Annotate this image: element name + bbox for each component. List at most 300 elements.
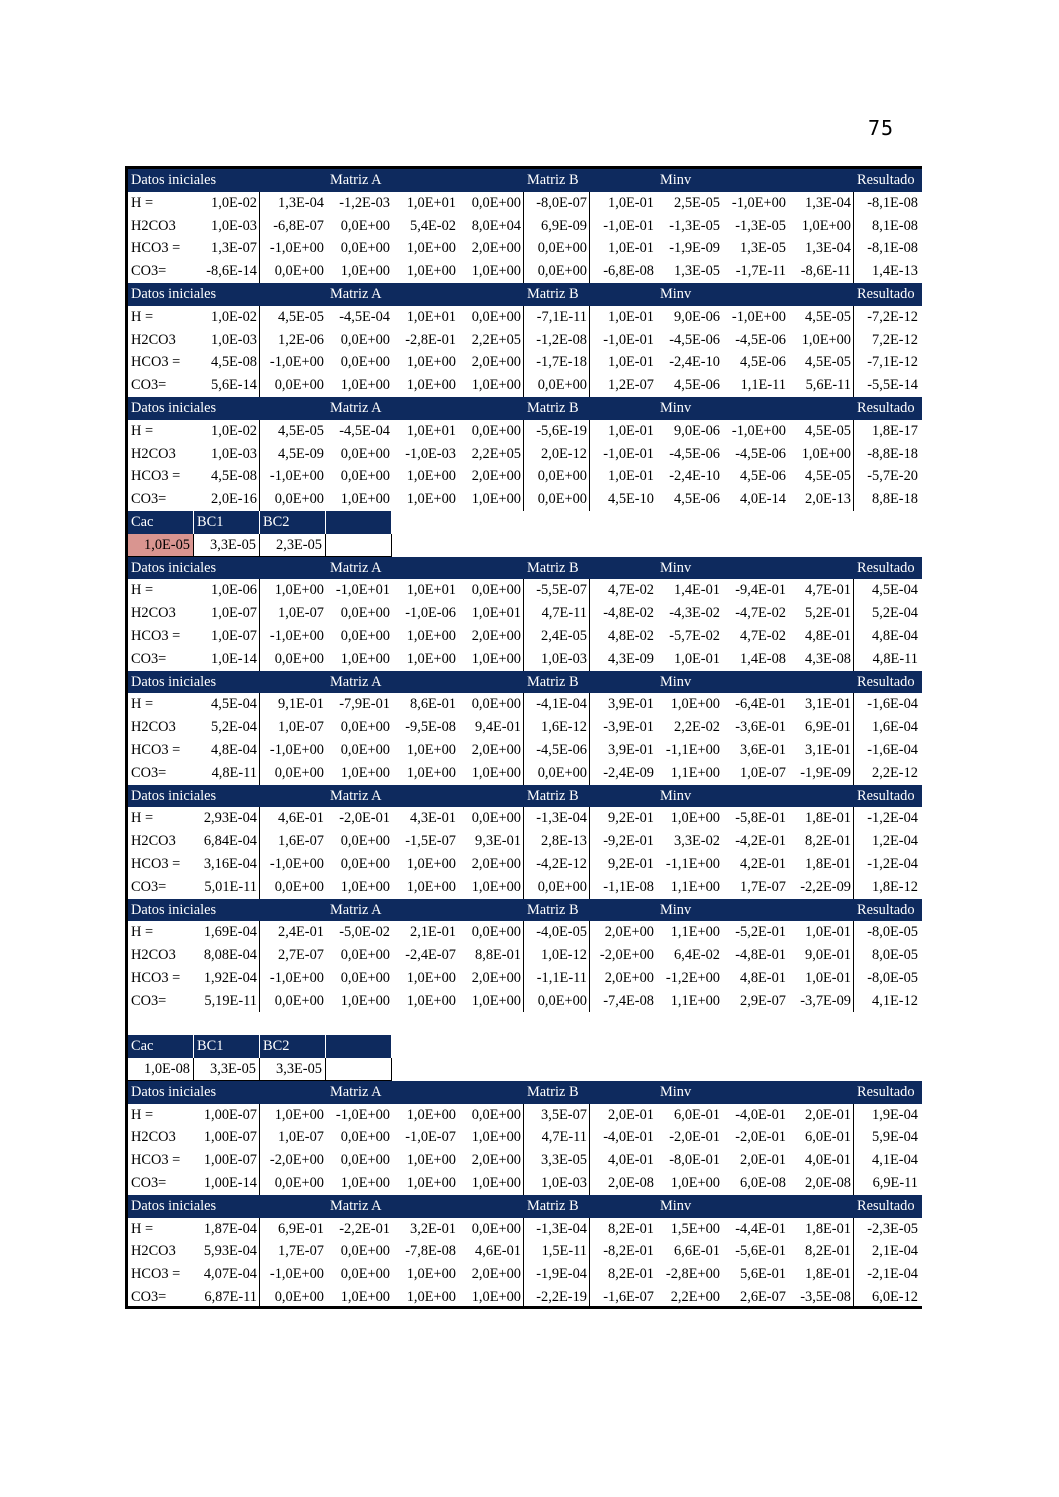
value-cell: 2,0E-08 xyxy=(608,1175,654,1192)
value-cell: -4,5E-06 xyxy=(735,331,786,348)
header-datos: Datos iniciales xyxy=(128,899,260,922)
value-cell: 8,1E-08 xyxy=(872,217,918,234)
value-cell: 4,5E-06 xyxy=(740,354,786,371)
value-cell: 4,5E-05 xyxy=(788,465,854,488)
value-cell: 2,0E-01 xyxy=(608,1106,654,1123)
value-cell: -3,7E-09 xyxy=(788,990,854,1013)
value-cell: 3,1E-01 xyxy=(788,693,854,716)
row-label: H2CO3 xyxy=(131,605,176,622)
value-cell: 4,5E-06 xyxy=(674,377,720,394)
row-label: H2CO3 xyxy=(131,217,176,234)
value-cell: 4,8E-04 xyxy=(872,627,918,644)
table-row xyxy=(128,192,922,215)
value-cell: -8,0E-01 xyxy=(669,1152,720,1169)
value-cell: 1,0E+00 xyxy=(406,878,456,895)
value-cell: 1,0E+00 xyxy=(406,1289,456,1306)
value-cell: 0,0E+00 xyxy=(274,491,324,508)
value-cell: 1,0E+00 xyxy=(406,377,456,394)
value-cell: 1,1E+00 xyxy=(670,924,720,941)
value-cell: 1,0E+01 xyxy=(406,582,456,599)
value-cell: 2,9E-07 xyxy=(740,992,786,1009)
value-cell: -3,9E-01 xyxy=(603,719,654,736)
value-cell: 4,5E-05 xyxy=(278,422,324,439)
value-cell: 2,0E-16 xyxy=(194,488,260,511)
value-cell: -1,3E-04 xyxy=(524,1218,590,1241)
value-cell: -1,5E-07 xyxy=(405,833,456,850)
header-minv: Minv xyxy=(660,673,692,690)
value-cell: 1,0E+00 xyxy=(340,491,390,508)
value-cell: 3,9E-01 xyxy=(608,696,654,713)
value-cell: -1,9E-04 xyxy=(524,1263,590,1286)
value-cell: 1,3E-04 xyxy=(788,192,854,215)
row-label: H = xyxy=(131,924,154,941)
value-cell: 1,0E-02 xyxy=(194,306,260,329)
value-cell: -5,5E-14 xyxy=(867,377,918,394)
value-cell: -1,2E-03 xyxy=(339,194,390,211)
block-header-row xyxy=(128,169,922,192)
value-cell: -1,0E-01 xyxy=(603,445,654,462)
table-row xyxy=(128,1126,922,1149)
value-cell: -4,8E-01 xyxy=(735,947,786,964)
value-cell: 4,5E-08 xyxy=(194,351,260,374)
value-cell: 4,8E-11 xyxy=(872,650,918,667)
value-cell: -2,0E+00 xyxy=(269,1152,324,1169)
value-cell: 1,0E+00 xyxy=(458,990,524,1013)
table-row xyxy=(128,921,922,944)
value-cell: 1,00E-07 xyxy=(194,1126,260,1149)
header-matriz-b: Matriz B xyxy=(527,1197,579,1214)
value-cell: -5,7E-02 xyxy=(669,627,720,644)
value-cell: 6,4E-02 xyxy=(674,947,720,964)
value-cell: 6,9E-09 xyxy=(524,215,590,238)
value-cell: -2,4E-10 xyxy=(669,354,720,371)
value-cell: 1,0E+00 xyxy=(340,1289,390,1306)
value-cell: 4,8E-01 xyxy=(788,625,854,648)
cac-value-cell: 3,3E-05 xyxy=(194,1058,260,1081)
value-cell: 0,0E+00 xyxy=(458,921,524,944)
header-matriz-a: Matriz A xyxy=(330,285,382,302)
value-cell: 3,6E-01 xyxy=(740,741,786,758)
value-cell: 0,0E+00 xyxy=(274,764,324,781)
value-cell: 1,1E+00 xyxy=(670,878,720,895)
value-cell: 1,0E+00 xyxy=(670,810,720,827)
value-cell: -7,4E-08 xyxy=(603,992,654,1009)
value-cell: -1,3E-05 xyxy=(669,217,720,234)
header-resultado: Resultado xyxy=(857,673,915,690)
value-cell: 2,0E+00 xyxy=(458,853,524,876)
value-cell: -1,0E-01 xyxy=(603,331,654,348)
value-cell: 1,0E+00 xyxy=(406,992,456,1009)
header-matriz-b: Matriz B xyxy=(527,172,579,188)
table-row xyxy=(128,1263,922,1286)
value-cell: 0,0E+00 xyxy=(458,1104,524,1127)
value-cell: -4,8E-02 xyxy=(603,605,654,622)
cac-value-cell: 1,0E-05 xyxy=(128,534,194,557)
value-cell: 1,0E-01 xyxy=(788,967,854,990)
row-label: H = xyxy=(131,582,154,599)
value-cell: -1,2E+00 xyxy=(665,969,720,986)
value-cell: 4,0E-14 xyxy=(740,491,786,508)
header-matriz-a: Matriz A xyxy=(330,172,382,188)
value-cell: -1,0E-03 xyxy=(405,445,456,462)
row-label: H = xyxy=(131,194,154,211)
cac-value-row xyxy=(128,534,922,557)
value-cell: 4,6E-01 xyxy=(458,1240,524,1263)
block-header-row xyxy=(128,1195,922,1218)
value-cell: -1,0E+00 xyxy=(269,855,324,872)
row-label: H2CO3 xyxy=(131,1243,176,1260)
value-cell: 1,0E+00 xyxy=(406,354,456,371)
cac-header-cell: BC1 xyxy=(194,1035,260,1058)
value-cell: 1,3E-05 xyxy=(674,263,720,280)
value-cell: 2,0E+00 xyxy=(604,924,654,941)
value-cell: 4,5E-05 xyxy=(788,351,854,374)
value-cell: -2,8E+00 xyxy=(665,1266,720,1283)
value-cell: -2,3E-05 xyxy=(867,1220,918,1237)
value-cell: 9,1E-01 xyxy=(278,696,324,713)
header-resultado: Resultado xyxy=(857,559,915,576)
value-cell: -2,0E-01 xyxy=(339,810,390,827)
value-cell: -9,5E-08 xyxy=(405,719,456,736)
value-cell: 8,2E-01 xyxy=(788,830,854,853)
value-cell: 2,0E+00 xyxy=(458,237,524,260)
value-cell: -5,7E-20 xyxy=(867,468,918,485)
value-cell: 1,8E-12 xyxy=(872,878,918,895)
value-cell: 2,0E-12 xyxy=(524,443,590,466)
matrix-block xyxy=(128,785,922,899)
cac-value-cell: 1,0E-08 xyxy=(128,1058,194,1081)
header-matriz-a: Matriz A xyxy=(330,901,382,918)
table-row xyxy=(128,374,922,397)
value-cell: 6,0E-01 xyxy=(788,1126,854,1149)
value-cell: 4,8E-11 xyxy=(194,762,260,785)
value-cell: 1,0E-03 xyxy=(194,329,260,352)
value-cell: 1,0E-12 xyxy=(524,944,590,967)
value-cell: 4,0E-01 xyxy=(788,1149,854,1172)
value-cell: -7,2E-12 xyxy=(867,308,918,325)
header-matriz-a: Matriz A xyxy=(330,1197,382,1214)
matrix-block xyxy=(128,557,922,671)
value-cell: -1,0E+00 xyxy=(269,468,324,485)
value-cell: 0,0E+00 xyxy=(458,420,524,443)
value-cell: 1,0E+00 xyxy=(788,215,854,238)
value-cell: 0,0E+00 xyxy=(340,217,390,234)
header-minv: Minv xyxy=(660,559,692,576)
value-cell: 1,0E+00 xyxy=(458,876,524,899)
value-cell: -1,1E-11 xyxy=(524,967,590,990)
row-label: CO3= xyxy=(131,1175,167,1192)
value-cell: 1,0E+00 xyxy=(406,969,456,986)
cac-header-cell xyxy=(326,511,392,534)
value-cell: 0,0E+00 xyxy=(458,579,524,602)
header-matriz-b: Matriz B xyxy=(527,787,579,804)
table-row xyxy=(128,830,922,853)
value-cell: 1,0E+00 xyxy=(670,696,720,713)
value-cell: 5,2E-04 xyxy=(872,605,918,622)
row-label: CO3= xyxy=(131,764,167,781)
row-label: HCO3 = xyxy=(131,240,181,257)
row-label: H2CO3 xyxy=(131,947,176,964)
value-cell: 2,2E+00 xyxy=(670,1289,720,1306)
value-cell: -1,0E+00 xyxy=(731,308,786,325)
block-header-row xyxy=(128,1081,922,1104)
header-resultado: Resultado xyxy=(857,787,915,804)
value-cell: -1,9E-09 xyxy=(669,240,720,257)
value-cell: 1,0E-14 xyxy=(194,648,260,671)
value-cell: 1,0E+01 xyxy=(406,422,456,439)
value-cell: -1,0E+01 xyxy=(335,582,390,599)
value-cell: 0,0E+00 xyxy=(274,992,324,1009)
header-matriz-b: Matriz B xyxy=(527,559,579,576)
value-cell: 2,0E+00 xyxy=(458,739,524,762)
value-cell: 7,2E-12 xyxy=(872,331,918,348)
value-cell: -1,0E-07 xyxy=(405,1129,456,1146)
value-cell: -4,5E-04 xyxy=(339,308,390,325)
value-cell: 1,0E-01 xyxy=(608,422,654,439)
cac-block xyxy=(128,1035,922,1081)
table-row xyxy=(128,215,922,238)
row-label: CO3= xyxy=(131,263,167,280)
cac-header-row xyxy=(128,511,922,534)
table-row xyxy=(128,693,922,716)
value-cell: 8,2E-01 xyxy=(788,1240,854,1263)
header-datos: Datos iniciales xyxy=(128,397,260,420)
value-cell: -4,1E-04 xyxy=(524,693,590,716)
table-row xyxy=(128,648,922,671)
value-cell: -1,1E-08 xyxy=(603,878,654,895)
value-cell: -8,2E-01 xyxy=(603,1243,654,1260)
value-cell: -1,0E+00 xyxy=(269,240,324,257)
value-cell: 1,00E-14 xyxy=(194,1172,260,1195)
value-cell: 2,1E-01 xyxy=(410,924,456,941)
block-header-row xyxy=(128,785,922,808)
cac-header-cell: BC2 xyxy=(260,1035,326,1058)
value-cell: -1,0E+00 xyxy=(269,1266,324,1283)
value-cell: -1,2E-04 xyxy=(867,810,918,827)
value-cell: 1,0E+00 xyxy=(406,1106,456,1123)
value-cell: 0,0E+00 xyxy=(274,650,324,667)
value-cell: 2,1E-04 xyxy=(872,1243,918,1260)
value-cell: 3,3E-05 xyxy=(524,1149,590,1172)
value-cell: 1,0E-07 xyxy=(278,1129,324,1146)
value-cell: 1,0E-03 xyxy=(194,443,260,466)
value-cell: 5,6E-14 xyxy=(194,374,260,397)
value-cell: 4,5E-10 xyxy=(608,491,654,508)
matrix-block xyxy=(128,1081,922,1195)
value-cell: -1,2E-08 xyxy=(524,329,590,352)
value-cell: -1,0E-01 xyxy=(603,217,654,234)
header-matriz-a: Matriz A xyxy=(330,787,382,804)
value-cell: -4,0E-01 xyxy=(735,1106,786,1123)
value-cell: -1,0E+00 xyxy=(269,741,324,758)
header-matriz-b: Matriz B xyxy=(527,901,579,918)
value-cell: -3,5E-08 xyxy=(788,1286,854,1309)
value-cell: 8,2E-01 xyxy=(608,1220,654,1237)
value-cell: 2,2E+05 xyxy=(458,329,524,352)
matrix-block xyxy=(128,169,922,283)
block-header-row xyxy=(128,557,922,580)
matrix-block xyxy=(128,1195,922,1309)
header-datos: Datos iniciales xyxy=(128,557,260,580)
row-label: H = xyxy=(131,422,154,439)
value-cell: 2,0E+00 xyxy=(458,465,524,488)
value-cell: 2,0E+00 xyxy=(604,969,654,986)
table-row xyxy=(128,716,922,739)
value-cell: -5,8E-01 xyxy=(735,810,786,827)
value-cell: 4,5E-05 xyxy=(278,308,324,325)
value-cell: -5,2E-01 xyxy=(735,924,786,941)
value-cell: 1,0E+00 xyxy=(406,855,456,872)
value-cell: 9,4E-01 xyxy=(458,716,524,739)
row-label: H = xyxy=(131,1220,154,1237)
value-cell: -1,3E-04 xyxy=(524,807,590,830)
row-label: H2CO3 xyxy=(131,833,176,850)
value-cell: 1,0E-03 xyxy=(524,1172,590,1195)
value-cell: 0,0E+00 xyxy=(524,260,590,283)
value-cell: 1,4E-13 xyxy=(872,263,918,280)
value-cell: 5,6E-11 xyxy=(788,374,854,397)
value-cell: 0,0E+00 xyxy=(340,1266,390,1283)
value-cell: 5,01E-11 xyxy=(194,876,260,899)
value-cell: 1,5E-11 xyxy=(524,1240,590,1263)
value-cell: 4,3E-08 xyxy=(788,648,854,671)
value-cell: 0,0E+00 xyxy=(340,468,390,485)
value-cell: -5,6E-01 xyxy=(735,1243,786,1260)
cac-value-row xyxy=(128,1058,922,1081)
value-cell: 2,0E+00 xyxy=(458,967,524,990)
value-cell: 0,0E+00 xyxy=(340,1152,390,1169)
cac-header-cell: BC2 xyxy=(260,511,326,534)
row-label: HCO3 = xyxy=(131,1266,181,1283)
value-cell: 0,0E+00 xyxy=(524,465,590,488)
value-cell: 0,0E+00 xyxy=(524,374,590,397)
value-cell: 6,87E-11 xyxy=(194,1286,260,1309)
value-cell: 0,0E+00 xyxy=(340,354,390,371)
value-cell: 8,6E-01 xyxy=(410,696,456,713)
value-cell: 1,0E+01 xyxy=(406,194,456,211)
row-label: H = xyxy=(131,696,154,713)
value-cell: 9,0E-06 xyxy=(674,308,720,325)
value-cell: 5,93E-04 xyxy=(194,1240,260,1263)
value-cell: 5,2E-04 xyxy=(194,716,260,739)
value-cell: -1,1E+00 xyxy=(665,741,720,758)
value-cell: 1,4E-08 xyxy=(740,650,786,667)
value-cell: 1,0E-01 xyxy=(608,354,654,371)
value-cell: 4,7E-11 xyxy=(524,1126,590,1149)
value-cell: -4,5E-06 xyxy=(669,445,720,462)
value-cell: 5,19E-11 xyxy=(194,990,260,1013)
table-row xyxy=(128,762,922,785)
value-cell: 1,7E-07 xyxy=(740,878,786,895)
value-cell: -4,2E-12 xyxy=(524,853,590,876)
table-row xyxy=(128,237,922,260)
value-cell: 2,0E+00 xyxy=(458,351,524,374)
value-cell: 1,0E+00 xyxy=(274,1106,324,1123)
value-cell: 2,5E-05 xyxy=(674,194,720,211)
value-cell: 6,0E-12 xyxy=(872,1289,918,1306)
value-cell: 1,3E-04 xyxy=(278,194,324,211)
table-row xyxy=(128,1104,922,1127)
table-row xyxy=(128,990,922,1013)
value-cell: 1,6E-12 xyxy=(524,716,590,739)
value-cell: 2,0E+00 xyxy=(458,1263,524,1286)
value-cell: 1,0E+00 xyxy=(340,263,390,280)
value-cell: 1,0E+00 xyxy=(458,762,524,785)
value-cell: -2,2E-09 xyxy=(788,876,854,899)
value-cell: 1,0E+00 xyxy=(340,377,390,394)
value-cell: -4,5E-06 xyxy=(735,445,786,462)
value-cell: -2,4E-09 xyxy=(603,764,654,781)
value-cell: -6,4E-01 xyxy=(735,696,786,713)
value-cell: 4,8E-01 xyxy=(740,969,786,986)
row-label: HCO3 = xyxy=(131,468,181,485)
value-cell: 1,1E+00 xyxy=(670,764,720,781)
cac-header-cell: Cac xyxy=(128,511,194,534)
header-matriz-a: Matriz A xyxy=(330,399,382,416)
value-cell: 3,16E-04 xyxy=(194,853,260,876)
value-cell: -1,3E-05 xyxy=(735,217,786,234)
value-cell: -8,6E-11 xyxy=(788,260,854,283)
table-row xyxy=(128,602,922,625)
value-cell: 1,6E-07 xyxy=(278,833,324,850)
value-cell: 0,0E+00 xyxy=(524,876,590,899)
row-label: CO3= xyxy=(131,992,167,1009)
value-cell: 4,5E-08 xyxy=(194,465,260,488)
value-cell: 1,0E+00 xyxy=(340,992,390,1009)
block-header-row xyxy=(128,671,922,694)
value-cell: 9,0E-06 xyxy=(674,422,720,439)
value-cell: 0,0E+00 xyxy=(458,192,524,215)
value-cell: -3,6E-01 xyxy=(735,719,786,736)
value-cell: 8,2E-01 xyxy=(608,1266,654,1283)
value-cell: 8,0E+04 xyxy=(458,215,524,238)
value-cell: 1,0E+00 xyxy=(406,491,456,508)
value-cell: 9,3E-01 xyxy=(458,830,524,853)
value-cell: 1,0E-03 xyxy=(194,215,260,238)
value-cell: 1,0E-01 xyxy=(608,194,654,211)
value-cell: 1,0E+00 xyxy=(406,764,456,781)
value-cell: 1,0E-07 xyxy=(740,764,786,781)
table-row xyxy=(128,739,922,762)
cac-block xyxy=(128,511,922,557)
value-cell: 0,0E+00 xyxy=(458,693,524,716)
row-label: CO3= xyxy=(131,377,167,394)
header-datos: Datos iniciales xyxy=(128,1081,260,1104)
value-cell: 4,5E-05 xyxy=(788,306,854,329)
value-cell: 1,2E-07 xyxy=(608,377,654,394)
block-header-row xyxy=(128,283,922,306)
value-cell: 1,0E-07 xyxy=(278,719,324,736)
table-row xyxy=(128,488,922,511)
value-cell: -1,2E-04 xyxy=(867,855,918,872)
value-cell: 1,0E+00 xyxy=(340,878,390,895)
value-cell: 1,92E-04 xyxy=(194,967,260,990)
value-cell: 0,0E+00 xyxy=(340,240,390,257)
value-cell: -8,6E-14 xyxy=(194,260,260,283)
value-cell: 4,1E-12 xyxy=(872,992,918,1009)
value-cell: 0,0E+00 xyxy=(458,306,524,329)
value-cell: 0,0E+00 xyxy=(274,1175,324,1192)
header-matriz-b: Matriz B xyxy=(527,673,579,690)
row-label: HCO3 = xyxy=(131,969,181,986)
value-cell: -1,9E-09 xyxy=(788,762,854,785)
value-cell: 1,0E-02 xyxy=(194,420,260,443)
value-cell: 0,0E+00 xyxy=(458,1218,524,1241)
value-cell: 4,5E-09 xyxy=(278,445,324,462)
matrix-block xyxy=(128,671,922,785)
value-cell: 1,00E-07 xyxy=(194,1149,260,1172)
value-cell: 5,4E-02 xyxy=(410,217,456,234)
